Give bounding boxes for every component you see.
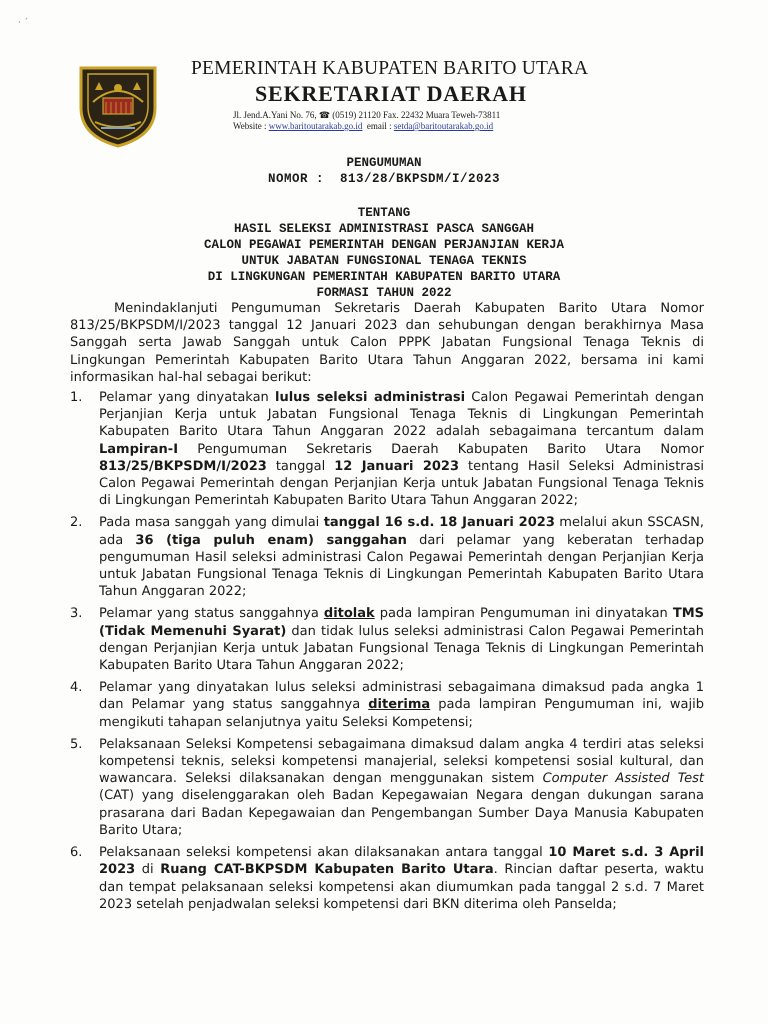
emphasized-text: Ruang CAT-BKPSDM Kabupaten Barito Utara (160, 862, 494, 878)
item-number: 5. (70, 736, 83, 752)
emphasized-text: 36 (tiga puluh enam) sanggahan (135, 532, 407, 548)
item-text: Pelamar yang dinyatakan lulus seleksi administrasi sebagaimana dimaksud pada angka 1 dan Pelamar yang status sanggahnya (99, 680, 704, 713)
announcement-items-list (70, 389, 704, 913)
item-text: Pelaksanaan Seleksi Kompetensi sebagaimana dimaksud dalam angka 4 terdiri atas seleksi kompetensi teknis, seleksi kompetensi manajerial, seleksi kompetensi sosial kultural, dan wawancara. Seleksi dilaksanakan dengan menggunakan sistem (99, 736, 704, 787)
item-text: melalui akun SSCASN, ada (99, 515, 704, 548)
announcement-item (70, 605, 704, 674)
announcement-item (70, 736, 704, 839)
letterhead (185, 58, 655, 132)
item-text: Pelamar yang status sanggahnya (99, 606, 324, 622)
emphasized-text: TMS (Tidak Memenuhi Syarat) (99, 606, 705, 639)
item-text: . Rincian daftar peserta, waktu dan tempat pelaksanaan seleksi kompetensi akan diumumkan pada tanggal 2 s.d. 7 Maret 2023 setelah penjadwalan seleksi kompetensi dari BKN diterima oleh Panselda; (99, 862, 704, 912)
emphasized-text: lulus seleksi administrasi (274, 390, 466, 406)
announcement-number: NOMOR : 813/28/BKPSDM/I/2023 (267, 172, 501, 186)
item-number: 3. (70, 606, 83, 622)
subject-about: TENTANG (357, 206, 411, 220)
item-text: tentang Hasil Seleksi Administrasi Calon Pegawai Pemerintah dengan Perjanjian Kerja untuk Jabatan Fungsional Tenaga Teknis di Lingkungan Pemerintah Kabupaten Barito Utara Tahun Anggaran 2022; (99, 458, 704, 509)
scan-mark: · ´ (18, 18, 29, 28)
item-text: (CAT) yang diselenggarakan oleh Badan Kepegawaian Negara dengan dukungan sarana prasarana dari Badan Kepegawaian dan Pengembangan Sumber Daya Manusia Kabupaten Barito Utara; (99, 788, 704, 838)
item-text: pada lampiran Pengumuman ini dinyatakan (374, 606, 673, 622)
website-link[interactable]: www.baritoutarakab.go.id (268, 121, 363, 131)
intro-paragraph: Menindaklanjuti Pengumuman Sekretaris Daerah Kabupaten Barito Utara Nomor 813/25/BKPSDM/I/2023 tanggal 12 Januari 2023 dan sehubungan dengan berakhirnya Masa Sanggah serta Jawab Sanggah untuk Calon PPPK Jabatan Fungsional Tenaga Teknis di Lingkungan Pemerintah Kabupaten Barito Utara Tahun Anggaran 2022, bersama ini kami informasikan hal-hal sebagai berikut: (70, 301, 704, 385)
announcement-heading (0, 155, 768, 187)
italic-text: Computer Assisted Test (542, 771, 705, 787)
announcement-item (70, 514, 704, 600)
announcement-item (70, 389, 704, 509)
item-text: dan tidak lulus seleksi administrasi Calon Pegawai Pemerintah dengan Perjanjian Kerja untuk Jabatan Fungsional Tenaga Teknis di Lingkungan Pemerintah Kabupaten Barito Utara Tahun Anggaran 2022; (99, 623, 704, 674)
announcement-body (70, 300, 704, 918)
emphasized-text: 12 Januari 2023 (334, 458, 460, 474)
announcement-item (70, 844, 704, 913)
emphasized-text: Lampiran-I (99, 441, 179, 457)
item-text: Pada masa sanggah yang dimulai (99, 515, 324, 531)
item-number: 6. (70, 845, 83, 861)
item-text: Pengumuman Sekretaris Daerah Kabupaten Barito Utara Nomor (178, 441, 704, 457)
subject-line: CALON PEGAWAI PEMERINTAH DENGAN PERJANJIAN KERJA (203, 238, 565, 252)
emphasized-text: diterima (368, 697, 431, 713)
office-name: SEKRETARIAT DAERAH (255, 81, 527, 106)
item-text: pada lampiran Pengumuman ini, wajib mengikuti tahapan selanjutnya yaitu Seleksi Kompetensi; (99, 697, 704, 730)
subject-line: DI LINGKUNGAN PEMERINTAH KABUPATEN BARITO UTARA (207, 270, 561, 284)
government-name: PEMERINTAH KABUPATEN BARITO UTARA (191, 58, 589, 79)
contact-line (233, 121, 655, 132)
emphasized-text: 813/25/BKPSDM/I/2023 (99, 458, 267, 474)
announcement-item (70, 679, 704, 731)
regency-coat-of-arms-logo (73, 62, 163, 148)
item-text: dari pelamar yang keberatan terhadap pengumuman Hasil seleksi administrasi Calon Pegawai Pemerintah dengan Perjanjian Kerja untuk Jabatan Fungsional Tenaga Teknis di Lingkungan Pemerintah Kabupaten Barito Utara Tahun Anggaran 2022; (99, 532, 704, 600)
email-link[interactable]: setda@baritoutarakab.go.id (393, 121, 494, 131)
item-number: 1. (70, 390, 83, 406)
emphasized-text: ditolak (323, 606, 375, 622)
item-text: Pelaksanaan seleksi kompetensi akan dilaksanakan antara tanggal (99, 845, 549, 861)
item-text: Calon Pegawai Pemerintah dengan Perjanjian Kerja untuk Jabatan Fungsional Tenaga Teknis di Lingkungan Pemerintah Kabupaten Barito Utara Tahun Anggaran 2022 adalah sebagaimana tercantum dalam (99, 390, 704, 440)
announcement-title: PENGUMUMAN (346, 156, 422, 170)
item-text: di (135, 862, 161, 878)
item-number: 2. (70, 515, 83, 531)
emphasized-text: tanggal 16 s.d. 18 Januari 2023 (323, 515, 555, 531)
subject-line: HASIL SELEKSI ADMINISTRASI PASCA SANGGAH (233, 222, 535, 236)
website-label: Website : (233, 121, 269, 131)
subject-line: UNTUK JABATAN FUNGSIONAL TENAGA TEKNIS (241, 254, 527, 268)
item-text: Pelamar yang dinyatakan (99, 390, 275, 406)
subject-line: FORMASI TAHUN 2022 (316, 286, 452, 300)
subject-block (0, 205, 768, 301)
email-label: email : (362, 121, 394, 131)
item-text: tanggal (266, 458, 335, 474)
office-address: Jl. Jend.A.Yani No. 76, ☎ (0519) 21120 Fax. 22432 Muara Teweh-73811 (233, 110, 501, 120)
emphasized-text: 10 Maret s.d. 3 April 2023 (99, 845, 704, 878)
item-number: 4. (70, 680, 83, 696)
